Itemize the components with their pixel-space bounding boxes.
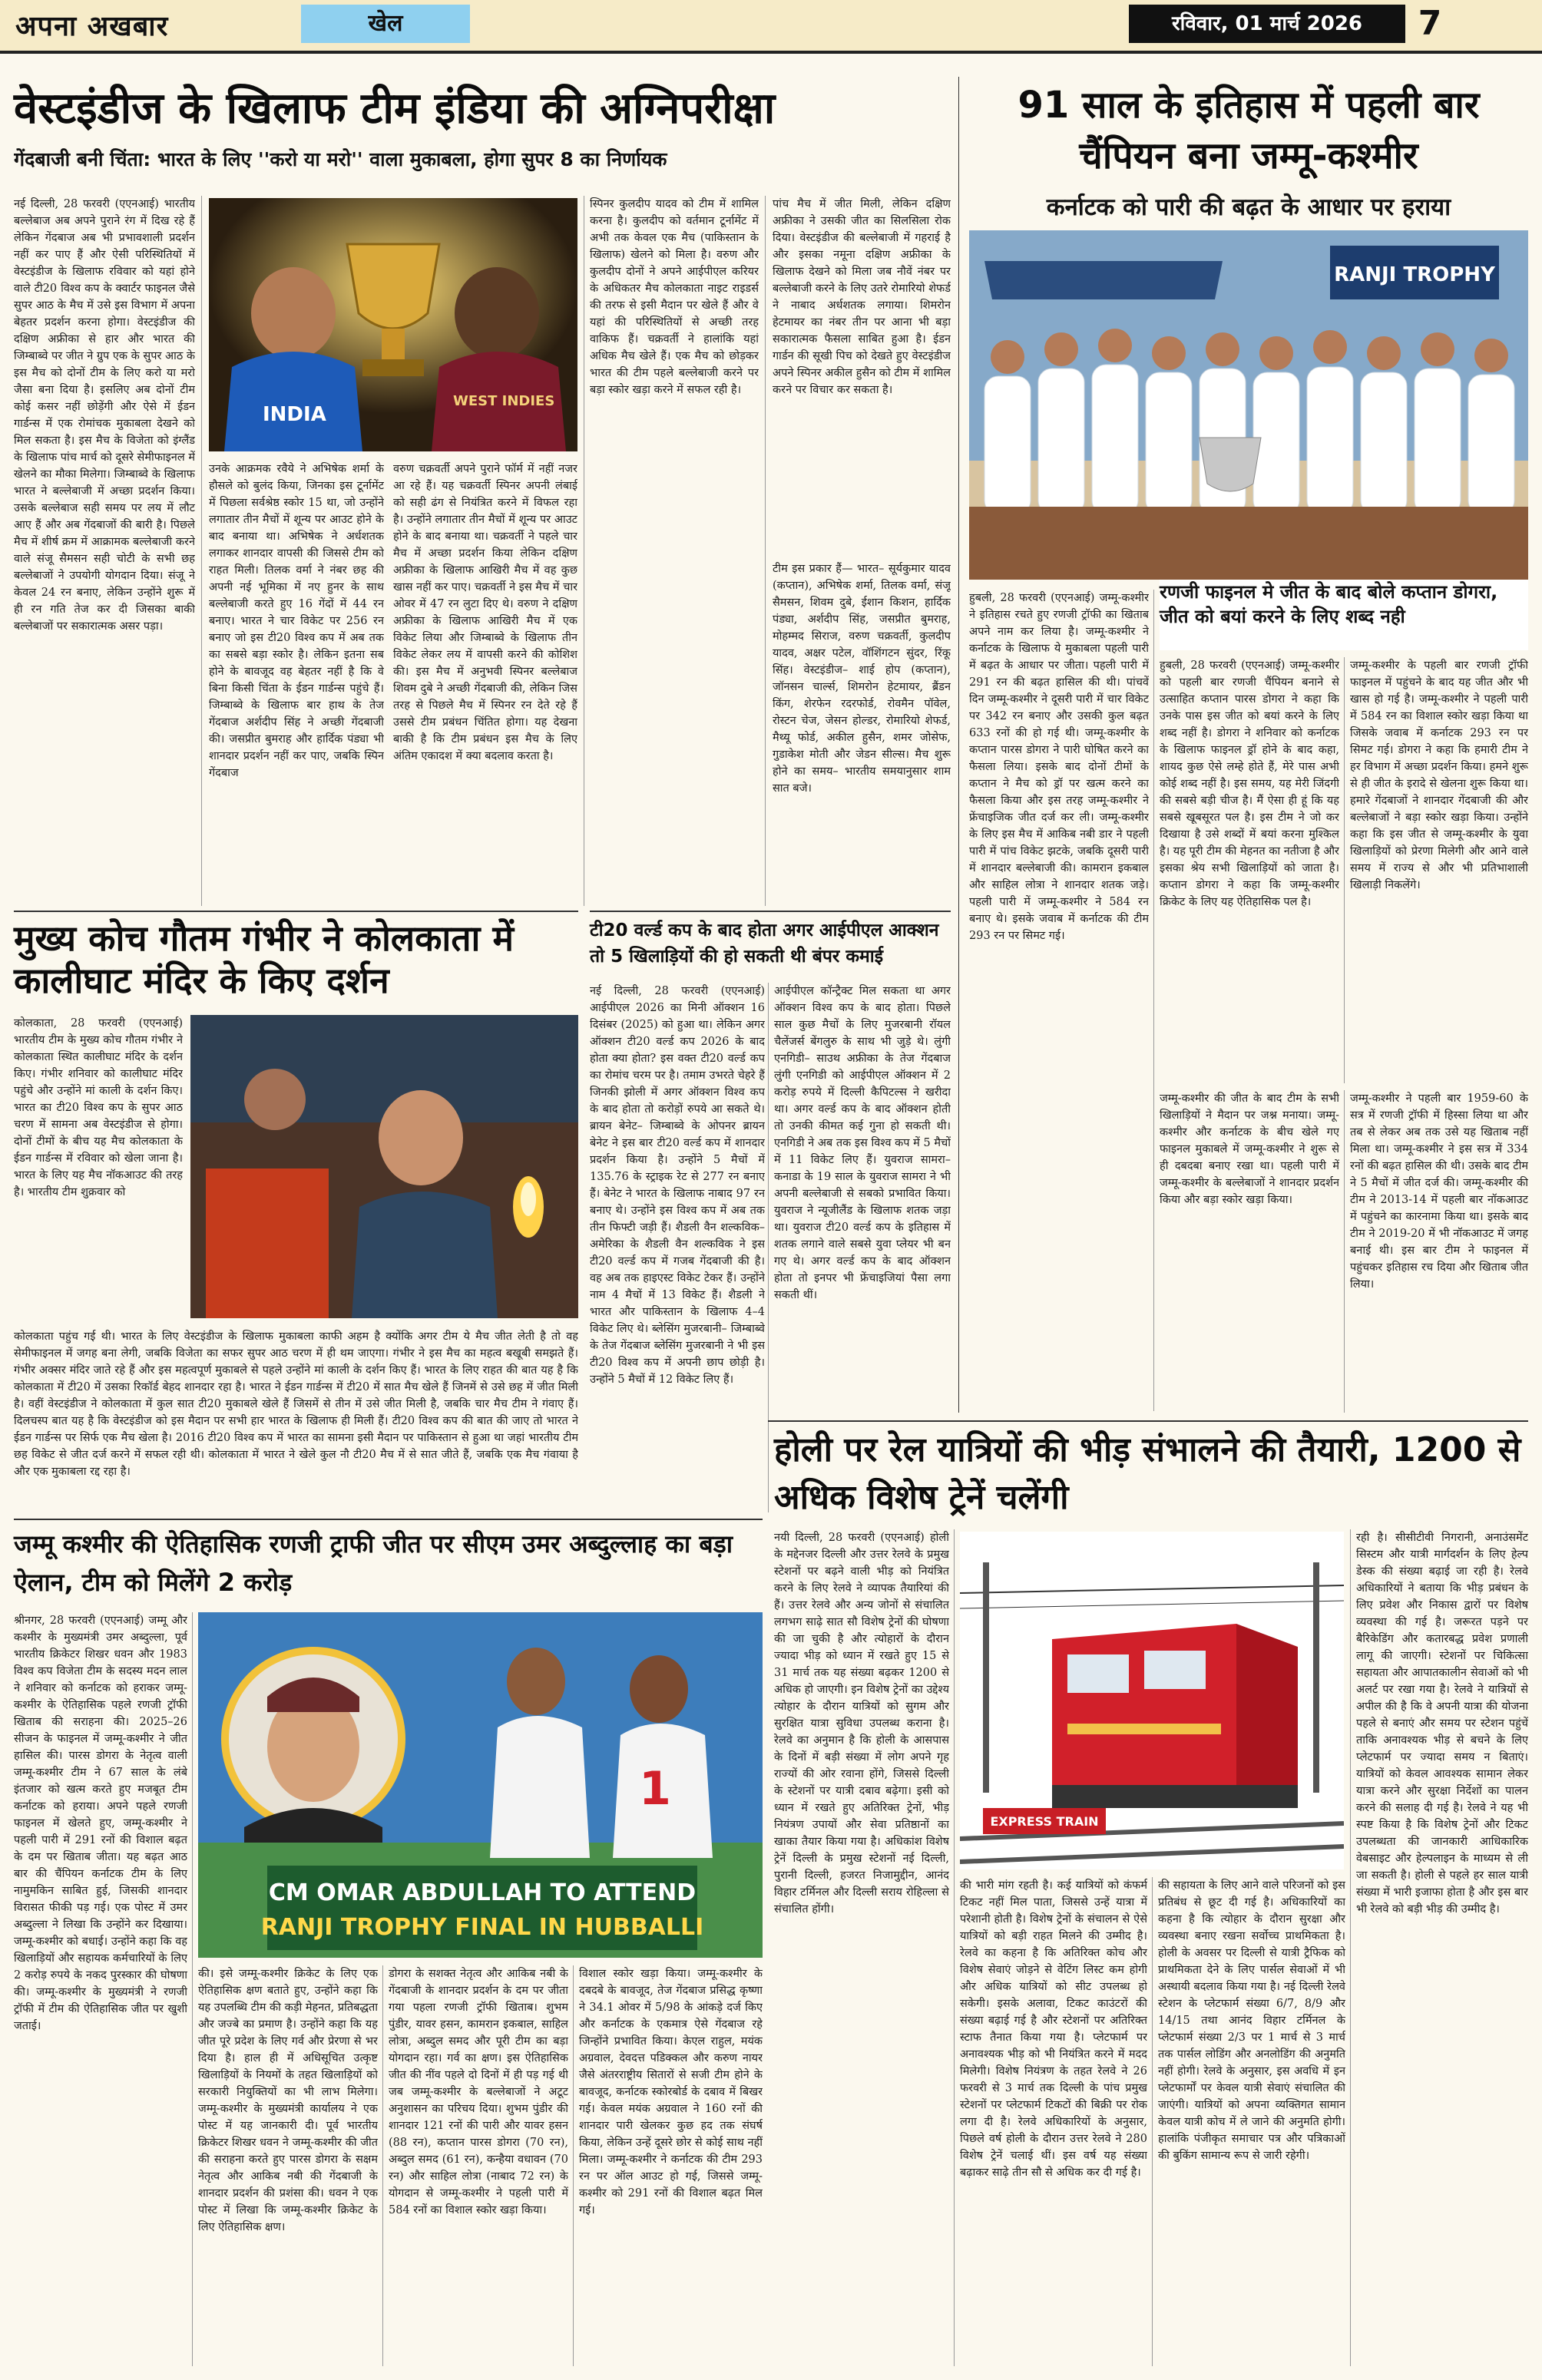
lead-photo (209, 198, 577, 451)
lead-subhead: गेंदबाजी बनी चिंता: भारत के लिए ''करो या मरो'' वाला मुकाबला, होगा सुपर 8 का निर्णायक (14, 148, 667, 170)
captain-column-1: हुबली, 28 फरवरी (एएनआई) जम्मू-कश्मीर को पहली बार रणजी चैंपियन बनाने से उत्साहित कप्तान पारस डोगरा ने कहा कि उनके पास इस जीत को बयां करने के लिए शब्द नहीं है। डोगरा ने शनिवार को कर्नाटक के खिलाफ फाइनल ड्रॉ होने के बाद कहा, शायद कुछ ऐसे लम्हे होते हैं, मेरे पास अभी कोई शब्द नहीं है। इस समय, यह मेरी जिंदगी की सबसे बड़ी चीज है। मैं ऐसा ही हूं कि यह सबसे खूबसूरत पल है। इस टीम ने जो कर दिखाया है उसे शब्दों में बयां करना मुश्किल है। यह पूरी टीम की मेहनत का नतीजा है और इसका श्रेय सभी खिलाड़ियों को जाता है। कप्तान डोगरा ने कहा कि जम्मू-कश्मीर क्रिकेट के लिए यह ऐतिहासिक पल है। (1160, 659, 1339, 908)
jersey-number: 1 (639, 1762, 671, 1816)
trophy-icon (347, 244, 439, 329)
paper-name: अपना अखबार (15, 11, 169, 42)
express-train-illustration (960, 1532, 1344, 1869)
gambhir-headline: मुख्य कोच गौतम गंभीर ने कोलकाता में कालीघाट मंदिर के किए दर्शन (14, 917, 514, 1002)
column-rule (1344, 1090, 1345, 1413)
jk-column-1: हुबली, 28 फरवरी (एएनआई) जम्मू-कश्मीर ने इतिहास रचते हुए रणजी ट्रॉफी का खिताब अपने नाम कर लिया है। जम्मू-कश्मीर ने कर्नाटक के खिलाफ ये मुकाबला पहली पारी में बढ़त के आधार पर जीता। पहली पारी में 291 रन की बढ़त हासिल की थी। पांचवें दिन जम्मू-कश्मीर ने दूसरी पारी में चार विकेट पर 342 रन बनाए और उसकी कुल बढ़त 633 रनों की हो गई थी। जम्मू-कश्मीर के कप्तान पारस डोगरा ने पारी घोषित करने का फैसला लिया। इसके बाद दोनों टीमों के कप्तान ने मैच को ड्रॉ पर खत्म करने का फैसला किया और इस तरह जम्मू-कश्मीर ने फ्रेंचाइजिक जीत दर्ज कर ली। जम्मू-कश्मीर के लिए इस मैच में आकिब नबी डार ने पहली पारी में पांच विकेट झटके, जबकि दूसरी पारी में शानदार बल्लेबाजी की। कामरान इकबाल और साहिल लोत्रा ने शानदार शतक जड़े। पहली पारी में जम्मू-कश्मीर ने 584 रन बनाए थे। इसके जवाब में कर्नाटक की टीम 293 रन पर सिमट गई। (969, 592, 1149, 942)
ipl-headline: टी20 वर्ल्ड कप के बाद होता अगर आईपीएल आक्शन तो 5 खिलाड़ियों की हो सकती थी बंपर कमाई (590, 921, 939, 967)
section-label: खेल (301, 5, 470, 43)
rail-column-4: रही है। सीसीटीवी निगरानी, अनाउंसमेंट सिस्टम और यात्री मार्गदर्शन के लिए हेल्प डेस्क की संख्या बढ़ाई जा रही है। रेलवे अधिकारियों ने बताया कि भीड़ प्रबंधन के लिए प्रवेश और निकास द्वारों पर विशेष व्यवस्था की गई है। जरूरत पड़ने पर बैरिकेडिंग और कतारबद्ध प्रवेश प्रणाली लागू की जाएगी। स्टेशनों पर चिकित्सा सहायता और आपातकालीन सेवाओं को भी अलर्ट पर रखा गया है। रेलवे ने यात्रियों से अपील की है कि वे अपनी यात्रा की योजना पहले से बनाएं और समय पर स्टेशन पहुंचें ताकि अनावश्यक भीड़ से बचने के लिए प्लेटफार्म पर ज्यादा समय न बिताएं। यात्रियों को केवल आवश्यक सामान लेकर यात्रा करने और सुरक्षा निर्देशों का पालन करने की सलाह दी गई है। रेलवे ने यह भी स्पष्ट किया है कि विशेष ट्रेनों और टिकट उपलब्धता की जानकारी आधिकारिक वेबसाइट और हेल्पलाइन के माध्यम से ली जा सकती है। होली से पहले हर साल यात्री संख्या में भारी इजाफा होता है और इस बार भी रेलवे को बड़ी भीड़ की उम्मीद है। (1356, 1532, 1528, 1916)
photo-label-westindies: WEST INDIES (453, 393, 555, 409)
lead-column-5: पांच मैच में जीत मिली, लेकिन दक्षिण अफ्रीका ने उसकी जीत का सिलसिला रोक दिया। वेस्टइंडीज की बल्लेबाजी में गहराई है और इसका नमूना दक्षिण अफ्रीका के खिलाफ देखने को मिला जब नौवें नंबर पर बल्लेबाजी करने के लिए उतरे रोमारियो शेफर्ड ने नाबाद अर्धशतक लगाया। शिमरोन हेटमायर का नंबर तीन पर आना भी बड़ा सकारात्मक फैसला साबित हुआ है। ईडन गार्डन की सूखी पिच को देखते हुए वेस्टइंडीज अपने स्पिनर अकील हुसैन को टीम में शामिल करने पर विचार कर सकता है। (773, 198, 951, 396)
photo-label-india: INDIA (263, 403, 326, 426)
captain-column-2: जम्मू-कश्मीर के पहली बार रणजी ट्रॉफी फाइनल में पहुंचने के बाद यह जीत और भी खास हो गई है। जम्मू-कश्मीर ने पहली पारी में 584 रन का विशाल स्कोर खड़ा किया था जिसके जवाब में कर्नाटक 293 रन पर सिमट गई। डोगरा ने कहा कि हमारी टीम ने हर विभाग में अच्छा प्रदर्शन किया। हमने शुरू से ही जीत के इरादे से खेलना शुरू किया था। हमारे गेंदबाजों ने शानदार गेंदबाजी की और बल्लेबाजों ने बड़ा स्कोर खड़ा किया। उन्होंने कहा कि इस जीत से जम्मू-कश्मीर के युवा खिलाड़ियों को प्रेरणा मिलेगी और आने वाले समय में राज्य से और भी प्रतिभाशाली खिलाड़ी निकलेंगे। (1350, 659, 1528, 891)
section-rule (14, 1519, 763, 1520)
team-celebration-photo (969, 230, 1528, 580)
lead-headline: वेस्टइंडीज के खिलाफ टीम इंडिया की अग्निपरीक्षा (14, 84, 776, 134)
ranji-banner-text: RANJI TROPHY (1334, 263, 1495, 286)
cm-photo (198, 1612, 763, 1958)
jk-headline: 91 साल के इतिहास में पहली बार चैंपियन बना जम्मू-कश्मीर (1018, 84, 1480, 177)
column-rule (573, 1965, 574, 2366)
page-number: 7 (1418, 4, 1442, 43)
column-rule (768, 983, 769, 1512)
column-rule (1152, 1877, 1153, 2366)
column-rule (1344, 657, 1345, 1083)
cm-column-2: की। इसे जम्मू-कश्मीर क्रिकेट के लिए एक ऐतिहासिक क्षण बताते हुए, उन्होंने कहा कि यह उपलब्धि टीम की कड़ी मेहनत, प्रतिबद्धता और जज्बे का प्रमाण है। उन्होंने कहा कि यह जीत पूरे प्रदेश के लिए गर्व और प्रेरणा से भर दिया है। हाल ही में अधिसूचित उत्कृष्ट खिलाड़ियों के नियमों के तहत खिलाड़ियों को सरकारी नियुक्तियों का भी लाभ मिलेगा। जम्मू-कश्मीर के मुख्यमंत्री कार्यालय ने एक पोस्ट में यह जानकारी दी। पूर्व भारतीय क्रिकेटर शिखर धवन ने जम्मू-कश्मीर की जीत की सराहना करते हुए पारस डोगरा के सक्षम नेतृत्व और आकिब नबी की गेंदबाजी के शानदार प्रदर्शन की प्रशंसा की। धवन ने एक पोस्ट में लिखा कि जम्मू-कश्मीर क्रिकेट के लिए ऐतिहासिक क्षण। (198, 1968, 378, 2233)
temple-visit-photo (190, 1015, 578, 1318)
section-rule (590, 911, 951, 912)
omar-abdullah-cricket-photo (198, 1612, 763, 1958)
lead-column-2: उनके आक्रमक रवैये ने अभिषेक शर्मा के हौसले को बुलंद किया, जिनका इस टूर्नामेंट में पिछला सर्वश्रेष्ठ स्कोर 15 था, जो उन्होंने लगातार तीन मैचों में शून्य पर आउट होने के बाद बनाया था। अभिषेक ने अर्धशतक लगाकर शानदार वापसी की जिससे टीम को राहत मिली। तिलक वर्मा ने नंबर छह की अपनी नई भूमिका में नए हुनर के साथ बल्लेबाजी करते हुए 16 गेंदों में 44 रन बनाए। भारत ने चार विकेट पर 256 रन बनाए जो इस टी20 विश्व कप में अब तक का सबसे बड़ा स्कोर है। लेकिन इतना सब होने के बावजूद वह बेहतर नहीं है कि वे बिना किसी चिंता के ईडन गार्डन्स पहुंचे हैं। जिम्बाब्वे के खिलाफ बार हाथ के तेज गेंदबाज अर्शदीप सिंह ने अच्छी गेंदबाजी की। जसप्रीत बुमराह और हार्दिक पंड्या भी शानदार प्रदर्शन नहीं कर पाए, जबकि स्पिन गेंदबाज (209, 463, 384, 779)
issue-date: रविवार, 01 मार्च 2026 (1129, 5, 1405, 43)
cm-column-4: विशाल स्कोर खड़ा किया। जम्मू-कश्मीर के दबदबे के बावजूद, तेज गेंदबाज प्रसिद्ध कृष्णा ने 34.1 ओवर में 5/98 के आंकड़े दर्ज किए और कर्नाटक के एकमात्र ऐसे गेंदबाज रहे जिन्होंने प्रभावित किया। केएल राहुल, मयंक अग्रवाल, देवदत्त पडिक्कल और करुण नायर जैसे अंतरराष्ट्रीय सितारों से सजी टीम होने के बावजूद, कर्नाटक स्कोरबोर्ड के दबाव में बिखर गई। केवल मयंक अग्रवाल ने 160 रनों की शानदार पारी खेलकर कुछ हद तक संघर्ष किया, लेकिन उन्हें दूसरे छोर से कोई साथ नहीं मिला। जम्मू-कश्मीर ने कर्नाटक की टीम 293 रन पर ऑल आउट हो गई, जिससे जम्मू-कश्मीर को 291 रनों की विशाल बढ़त मिल गई। (579, 1968, 763, 2216)
lead-column-1: नई दिल्ली, 28 फरवरी (एएनआई) भारतीय बल्लेबाज अब अपने पुराने रंग में दिख रहे हैं लेकिन गेंदबाज अब भी प्रभावशाली प्रदर्शन नहीं कर पाए हैं और ऐसी परिस्थितियों में वेस्टइंडीज के खिलाफ रविवार को यहां होने वाले टी20 विश्व कप के क्वार्टर फाइनल जैसे सुपर आठ के मैच में उसे इस विभाग में अपना बेहतर प्रदर्शन करना होगा। वेस्टइंडीज की दक्षिण अफ्रीका से हार और भारत की जिम्बाब्वे पर जीत ने ग्रुप एक के सुपर आठ के इस मैच को दोनों टीम के लिए करो या मरो जैसा बना दिया है। इसलिए अब दोनों टीम कोई कसर नहीं छोड़ेंगी और ऐसे में ईडन गार्डन्स में एक रोमांचक मुकाबला देखने को मिल सकता है। इस मैच के विजेता को इंग्लैंड के खिलाफ पांच मार्च को दूसरे सेमीफाइनल में खेलने का मौका मिलेगा। जिम्बाब्वे के खिलाफ भारत ने बल्लेबाजी में अच्छा प्रदर्शन किया। उसके बल्लेबाज सही समय पर लय में लौट आए हैं और अब गेंदबाजों की बारी है। पिछले मैच में शीर्ष क्रम में आक्रामक बल्लेबाजी करने वाले संजू सैमसन सही चोटी के सभी छह बल्लेबाजों ने उपयोगी योगदान दिया। संजू ने केवल 24 रन बनाए, लेकिन उन्होंने शुरू में ही रन गति तेज कर दी जिसका बाकी बल्लेबाजों पर सकारात्मक असर पड़ा। (14, 198, 195, 633)
india-westindies-photo (209, 198, 577, 451)
cm-banner-line1: CM OMAR ABDULLAH TO ATTEND (268, 1879, 697, 1906)
train-photo (960, 1532, 1344, 1869)
column-rule (765, 196, 766, 906)
captain-headline: रणजी फाइनल मे जीत के बाद बोले कप्तान डोगरा, जीत को बयां करने के लिए शब्द नही (1160, 580, 1528, 650)
column-rule (382, 1965, 383, 2366)
trophy-icon (1200, 438, 1261, 491)
section-rule (14, 911, 578, 912)
lead-teams: टीम इस प्रकार हैं— भारत– सूर्यकुमार यादव (कप्तान), अभिषेक शर्मा, तिलक वर्मा, संजू सैमसन, शिवम दुबे, ईशान किशन, हार्दिक पंड्या, अर्शदीप सिंह, जसप्रीत बुमराह, मोहम्मद सिराज, वरुण चक्रवर्ती, कुलदीप यादव, अक्षर पटेल, वॉशिंगटन सुंदर, रिंकू सिंह। वेस्टइंडीज– शाई होप (कप्तान), जॉनसन चार्ल्स, शिमरोन हेटमायर, ब्रैंडन किंग, शेरफेन रदरफोर्ड, रोवमैन पॉवेल, रोस्टन चेज, जेसन होल्डर, रोमारियो शेफर्ड, मैथ्यू फोर्ड, अकील हुसैन, शमर जोसेफ, गुडाकेश मोती और जेडन सील्स। मैच शुरू होने का समय– भारतीय समयानुसार शाम सात बजे। (773, 563, 951, 795)
rail-column-3: की सहायता के लिए आने वाले परिजनों को इस प्रतिबंध से छूट दी गई है। अधिकारियों का कहना है कि त्योहार के दौरान सुरक्षा और व्यवस्था बनाए रखना सर्वोच्च प्राथमिकता है। होली के अवसर पर दिल्ली से यात्री ट्रैफिक को प्राथमिकता देने के लिए पार्सल सेवाओं में भी अस्थायी बदलाव किया गया है। नई दिल्ली रेलवे स्टेशन के प्लेटफार्म संख्या 6/7, 8/9 और 14/15 तथा आनंद विहार टर्मिनल के प्लेटफार्म संख्या 2/3 पर 1 मार्च से 3 मार्च तक पार्सल लोडिंग और अनलोडिंग की अनुमति नहीं होगी। रेलवे के अनुसार, इस अवधि में इन प्लेटफार्मों पर केवल यात्री सेवाएं संचालित की जाएंगी। यात्रियों को अपना व्यक्तिगत सामान केवल यात्री कोच में ले जाने की अनुमति होगी। हालांकि पंजीकृत समाचार पत्र और पत्रिकाओं की बुकिंग सामान्य रूप से जारी रहेगी। (1158, 1879, 1345, 2162)
train-label: EXPRESS TRAIN (990, 1814, 1099, 1829)
jk-team-photo (969, 230, 1528, 580)
jk-bottom-column-2: जम्मू-कश्मीर ने पहली बार 1959-60 के सत्र में रणजी ट्रॉफी में हिस्सा लिया था और तब से लेकर अब तक उसे यह खिताब नहीं मिला था। जम्मू-कश्मीर ने इस सत्र में 334 रनों की बढ़त हासिल की थी। उसके बाद टीम ने 5 मैचों में जीत दर्ज की। जम्मू-कश्मीर की टीम ने 2013-14 में पहली बार नॉकआउट में पहुंचने का कारनामा किया था। इसके बाद टीम ने 2019-20 में भी नॉकआउट में जगह बनाई थी। इस बार टीम ने फाइनल में पहुंचकर इतिहास रच दिया और खिताब जीत लिया। (1350, 1092, 1528, 1291)
jk-bottom-column-1: जम्मू-कश्मीर की जीत के बाद टीम के सभी खिलाड़ियों ने मैदान पर जश्न मनाया। जम्मू-कश्मीर और कर्नाटक के बीच खेले गए फाइनल मुकाबले में जम्मू-कश्मीर ने शुरू से ही दबदबा बनाए रखा था। पहली पारी में जम्मू-कश्मीर के बल्लेबाजों ने शानदार प्रदर्शन किया और बड़ा स्कोर खड़ा किया। (1160, 1092, 1339, 1206)
column-rule (1153, 590, 1154, 1411)
cm-banner-line2: RANJI TROPHY FINAL IN HUBBALLI (260, 1914, 704, 1941)
gambhir-body-left: कोलकाता, 28 फरवरी (एएनआई) भारतीय टीम के मुख्य कोच गौतम गंभीर ने कोलकाता स्थित कालीघाट मंदिर के दर्शन किए। गंभीर शनिवार को कालीघाट मंदिर पहुंचे और उन्होंने मां काली के दर्शन किए। भारत का टी20 विश्व कप के सुपर आठ चरण में सामना अब वेस्टइंडीज से होगा। दोनों टीमों के बीच यह मैच कोलकाता के ईडन गार्डन्स में रविवार को खेला जाना है। भारत के लिए यह मैच नॉकआउट की तरह है। भारतीय टीम शुक्रवार को (14, 1017, 183, 1198)
column-rule (201, 196, 202, 906)
cm-column-1: श्रीनगर, 28 फरवरी (एएनआई) जम्मू और कश्मीर के मुख्यमंत्री उमर अब्दुल्ला, पूर्व भारतीय क्रिकेटर शिखर धवन और 1983 विश्व कप विजेता टीम के सदस्य मदन लाल ने शनिवार को कर्नाटक को हराकर जम्मू-कश्मीर के ऐतिहासिक पहले रणजी ट्रॉफी खिताब की सराहना की। 2025–26 सीजन के फाइनल में जम्मू-कश्मीर ने जीत हासिल की। पारस डोगरा के नेतृत्व वाली जम्मू-कश्मीर टीम ने 67 साल के लंबे इंतजार को खत्म करते हुए मजबूत टीम कर्नाटक को हराया। अपने पहले रणजी फाइनल में खेलते हुए, जम्मू-कश्मीर ने पहली पारी में 291 रनों की विशाल बढ़त के दम पर खिताब जीता। यह बढ़त आठ बार की चैंपियन कर्नाटक टीम के लिए नामुमकिन साबित हुई, जिसकी शानदार विरासत फीकी पड़ गई। एक पोस्ट में उमर अब्दुल्ला ने लिखा कि उन्होंने कर दिखाया। जम्मू-कश्मीर को बधाई। उन्होंने कहा कि वह खिलाड़ियों और सहायक कर्मचारियों के लिए 2 करोड़ रुपये के नकद पुरस्कार की घोषणा की। जम्मू-कश्मीर के मुख्यमंत्री ने रणजी ट्रॉफी में टीम की ऐतिहासिक जीत पर खुशी जताई। (14, 1615, 187, 2032)
column-rule (958, 77, 959, 1413)
section-rule (768, 1420, 1528, 1422)
rail-column-2: की भारी मांग रहती है। कई यात्रियों को कंफर्म टिकट नहीं मिल पाता, जिससे उन्हें यात्रा में परेशानी होती है। विशेष ट्रेनों के संचालन से ऐसे यात्रियों को बड़ी राहत मिलने की उम्मीद है। रेलवे का कहना है कि अतिरिक्त कोच और विशेष सेवाएं जोड़ने से वेटिंग लिस्ट कम होगी और अधिक यात्रियों को सीट उपलब्ध हो सकेगी। इसके अलावा, टिकट काउंटरों की संख्या बढ़ाई गई है और स्टेशनों पर अतिरिक्त स्टाफ तैनात किया गया है। प्लेटफार्म पर अनावश्यक भीड़ को भी नियंत्रित करने में मदद मिलेगी। विशेष नियंत्रण के तहत रेलवे ने 26 फरवरी से 3 मार्च तक दिल्ली के पांच प्रमुख स्टेशनों पर प्लेटफार्म टिकटों की बिक्री पर रोक लगा दी है। रेलवे अधिकारियों के अनुसार, पिछले वर्ष होली के दौरान उत्तर रेलवे ने 280 विशेष ट्रेनें चलाई थीं। इस वर्ष यह संख्या बढ़ाकर साढ़े तीन सौ से अधिक कर दी गई है। (960, 1879, 1147, 2179)
gambhir-body-bottom: कोलकाता पहुंच गई थी। भारत के लिए वेस्टइंडीज के खिलाफ मुकाबला काफी अहम है क्योंकि अगर टीम ये मैच जीत लेती है तो वह सेमीफाइनल में जगह बना लेगी, जबकि विजेता का सफर सुपर आठ चरण में ही थम जाएगा। गंभीर ने इस मैच का महत्व बखूबी समझते हैं। गंभीर अक्सर मंदिर जाते रहे हैं और इस महत्वपूर्ण मुकाबले से पहले उन्होंने मां काली के दर्शन किए हैं। भारत के लिए राहत की बात यह है कि कोलकाता में टी20 में उसका रिकॉर्ड बेहद शानदार रहा है। भारत ने ईडन गार्डन्स में टी20 में सात मैच खेले हैं जिनमें से उसे छह में जीत मिली है। वहीं वेस्टइंडीज ने कोलकाता में कुल सात टी20 मुकाबले खेले हैं जिसमें से तीन में उसे जीत मिली है, जबकि चार मैच टीम ने गंवाए हैं। दिलचस्प बात यह है कि वेस्टइंडीज को इस मैदान पर सभी हार भारत के खिलाफ ही मिली हैं। टी20 विश्व कप की बात की जाए तो भारत ने ईडन गार्डन्स पर सिर्फ एक मैच खेला है। 2016 टी20 विश्व कप में भारत का सामना इसी मैदान पर पाकिस्तान से हुआ था जहां भारतीय टीम छह विकेट से जीत दर्ज करने में सफल रही थी। कोलकाता में भारत ने खेले कुल नौ टी20 मैच में से सात जीते हैं, जबकि एक मैच गंवाया है और एक मुकाबला रद्द रहा है। (14, 1330, 578, 1478)
ipl-column-1: नई दिल्ली, 28 फरवरी (एएनआई) आईपीएल 2026 का मिनी ऑक्शन 16 दिसंबर (2025) को हुआ था। लेकिन अगर ऑक्शन टी20 वर्ल्ड कप 2026 के बाद होता क्या होता? इस वक्त टी20 वर्ल्ड कप का रोमांच चरम पर है। तमाम उभरते चेहरे हैं जिनकी झोली में अगर ऑक्शन विश्व कप के बाद होता तो करोड़ों रुपये आ सकते थे। ब्रायन बेनेट– जिम्बाब्वे के ओपनर ब्रायन बेनेट ने इस बार टी20 वर्ल्ड कप में शानदार प्रदर्शन किया है। उन्होंने 5 मैचों में 135.76 के स्ट्राइक रेट से 277 रन बनाए हैं। बेनेट ने भारत के खिलाफ नाबाद 97 रन बनाए थे। उन्होंने इस विश्व कप में अब तक तीन फिफ्टी जड़ी हैं। शैडली वैन शल्कविक– अमेरिका के शैडली वैन शल्कविक ने इस टी20 वर्ल्ड कप में गजब गेंदबाजी की है। वह अब तक हाइएस्ट विकेट टेकर हैं। उन्होंने नाम 4 मैचों में 13 विकेट हैं। शैडली ने भारत और पाकिस्तान के खिलाफ 4–4 विकेट लिए थे। ब्लेसिंग मुजरबानी– जिम्बाब्वे के तेज गेंदबाज ब्लेसिंग मुजरबानी ने भी इस टी20 विश्व कप में अपनी छाप छोड़ी है। उन्होंने 5 मैचों में 12 विकेट लिए हैं। (590, 985, 765, 1386)
lead-column-3b: वरुण चक्रवर्ती अपने पुराने फॉर्म में नहीं नजर आ रहे हैं। यह चक्रवर्ती स्पिनर अपनी लंबाई को सही ढंग से नियंत्रित करने में विफल रहा है। उन्होंने लगातार तीन मैचों में शून्य पर आउट होने के बाद बनाया था। चक्रवर्ती ने पहले चार मैच में अच्छा प्रदर्शन किया लेकिन दक्षिण अफ्रीका के खिलाफ आखिरी मैच में वह कुछ खास नहीं कर पाए। चक्रवर्ती ने इस मैच में चार ओवर में 47 रन लुटा दिए थे। वरुण ने दक्षिण अफ्रीका के खिलाफ आखिरी मैच में एक विकेट लिया और जिम्बाब्वे के खिलाफ तीन विकेट लेकर लय में वापसी करने की कोशिश की। इस मैच में अनुभवी स्पिनर बल्लेबाज शिवम दुबे ने अच्छी गेंदबाजी की, लेकिन जिस तरह से पिछले मैच में स्पिनर रन देते रहे हैं उससे टीम प्रबंधन चिंतित होगा। यह देखना बाकी है कि टीम प्रबंधन इस मैच के लिए अंतिम एकादश में क्या बदलाव करता है। (393, 463, 577, 762)
column-rule (192, 1612, 193, 2366)
gambhir-temple-photo (190, 1015, 578, 1318)
rail-headline: होली पर रेल यात्रियों की भीड़ संभालने की तैयारी, 1200 से अधिक विशेष ट्रेनें चलेंगी (774, 1430, 1521, 1517)
cm-headline: जम्मू कश्मीर की ऐतिहासिक रणजी ट्राफी जीत पर सीएम उमर अब्दुल्लाह का बड़ा ऐलान, टीम को मिलेंगे 2 करोड़ (14, 1529, 733, 1597)
lead-column-3a: स्पिनर कुलदीप यादव को टीम में शामिल करना है। कुलदीप को वर्तमान टूर्नामेंट में अभी तक केवल एक मैच (पाकिस्तान के खिलाफ) खेलने को मिला है। वरुण और कुलदीप दोनों ने अपने आईपीएल करियर के अधिकतर मैच कोलकाता नाइट राइडर्स की तरफ से इसी मैदान पर खेले हैं और वे यहां की परिस्थितियों से अच्छी तरह वाकिफ हैं। चक्रवर्ती ने हालांकि यहां अधिक मैच खेले हैं। एक मैच को छोड़कर भारत की टीम पहले बल्लेबाजी करने पर बड़ा स्कोर खड़ा करने में सफल रही है। (590, 198, 759, 396)
train-icon (1052, 1624, 1236, 1793)
jk-subhead: कर्नाटक को पारी की बढ़त के आधार पर हराया (1046, 193, 1451, 221)
ipl-column-2: आईपीएल कॉन्ट्रैक्ट मिल सकता था अगर ऑक्शन विश्व कप के बाद होता। पिछले साल कुछ मैचों के लिए मुजरबानी रॉयल चैलेंजर्स बेंगलुरु के साथ भी जुड़े थे। लुंगी एनगिडी– साउथ अफ्रीका के तेज गेंदबाज लुंगी एनगिडी को आईपीएल ऑक्शन में 2 करोड़ रुपये में दिल्ली कैपिटल्स ने खरीदा था। अगर वर्ल्ड कप के बाद ऑक्शन होती तो उनकी कीमत कई गुना हो सकती थी। एनगिडी ने अब तक इस विश्व कप में 5 मैचों में 11 विकेट लिए हैं। युवराज सामरा– कनाडा के 19 साल के युवराज सामरा ने भी अपनी बल्लेबाजी से सबको प्रभावित किया। युवराज ने न्यूजीलैंड के खिलाफ शतक जड़ा था। युवराज टी20 वर्ल्ड कप के इतिहास में शतक लगाने वाले सबसे युवा प्लेयर भी बन गए थे। अगर वर्ल्ड कप के बाद ऑक्शन होता तो इनपर भी फ्रेंचाइजियां पैसा लगा सकती थीं। (774, 985, 951, 1301)
column-rule (954, 1529, 955, 2366)
rail-column-1: नयी दिल्ली, 28 फरवरी (एएनआई) होली के मद्देनजर दिल्ली और उत्तर रेलवे के प्रमुख स्टेशनों पर बढ़ने वाली भीड़ को नियंत्रित करने के लिए रेलवे ने व्यापक तैयारियां की हैं। उत्तर रेलवे और अन्य जोनों से संचालित लगभग साढ़े सात सौ विशेष ट्रेनों की घोषणा की जा चुकी है और त्योहारों के दौरान ज्यादा भीड़ को ध्यान में रखते हुए 15 से 31 मार्च तक यह संख्या बढ़कर 1200 से अधिक हो जाएगी। इन विशेष ट्रेनों का उद्देश्य त्योहार के दौरान यात्रियों को सुगम और सुरक्षित यात्रा सुविधा उपलब्ध कराना है। रेलवे का अनुमान है कि होली के आसपास के दिनों में बड़ी संख्या में लोग अपने गृह राज्यों की ओर रवाना होंगे, जिससे दिल्ली के स्टेशनों पर यात्री दबाव बढ़ेगा। इसी को ध्यान में रखते हुए अतिरिक्त ट्रेनों, भीड़ नियंत्रण उपायों और सेवा प्रतिष्ठानों का खाका तैयार किया गया है। अधिकांश विशेष ट्रेनें दिल्ली के प्रमुख स्टेशनों नई दिल्ली, पुरानी दिल्ली, हजरत निजामुद्दीन, आनंद विहार टर्मिनल और दिल्ली सराय रोहिल्ला से संचालित होंगी। (774, 1532, 949, 1916)
column-rule (1350, 1529, 1351, 2366)
cm-column-3: डोगरा के सशक्त नेतृत्व और आकिब नबी के गेंदबाजी के शानदार प्रदर्शन के दम पर जीता गया पहला रणजी ट्रॉफी खिताब। शुभम पुंडीर, यावर हसन, कामरान इकबाल, साहिल लोत्रा, अब्दुल समद और पूरी टीम का बड़ा योगदान रहा। गर्व का क्षण। इस ऐतिहासिक जीत की नींव पहले दो दिनों में ही पड़ गई थी जब जम्मू-कश्मीर के बल्लेबाजों ने अटूट अनुशासन का परिचय दिया। शुभम पुंडीर की शानदार 121 रनों की पारी और यावर हसन (88 रन), कप्तान पारस डोगरा (70 रन), अब्दुल समद (61 रन), कन्हैया वधावन (70 रन) और साहिल लोत्रा (नाबाद 72 रन) के योगदान से जम्मू-कश्मीर ने पहली पारी में 584 रनों का विशाल स्कोर खड़ा किया। (389, 1968, 568, 2216)
